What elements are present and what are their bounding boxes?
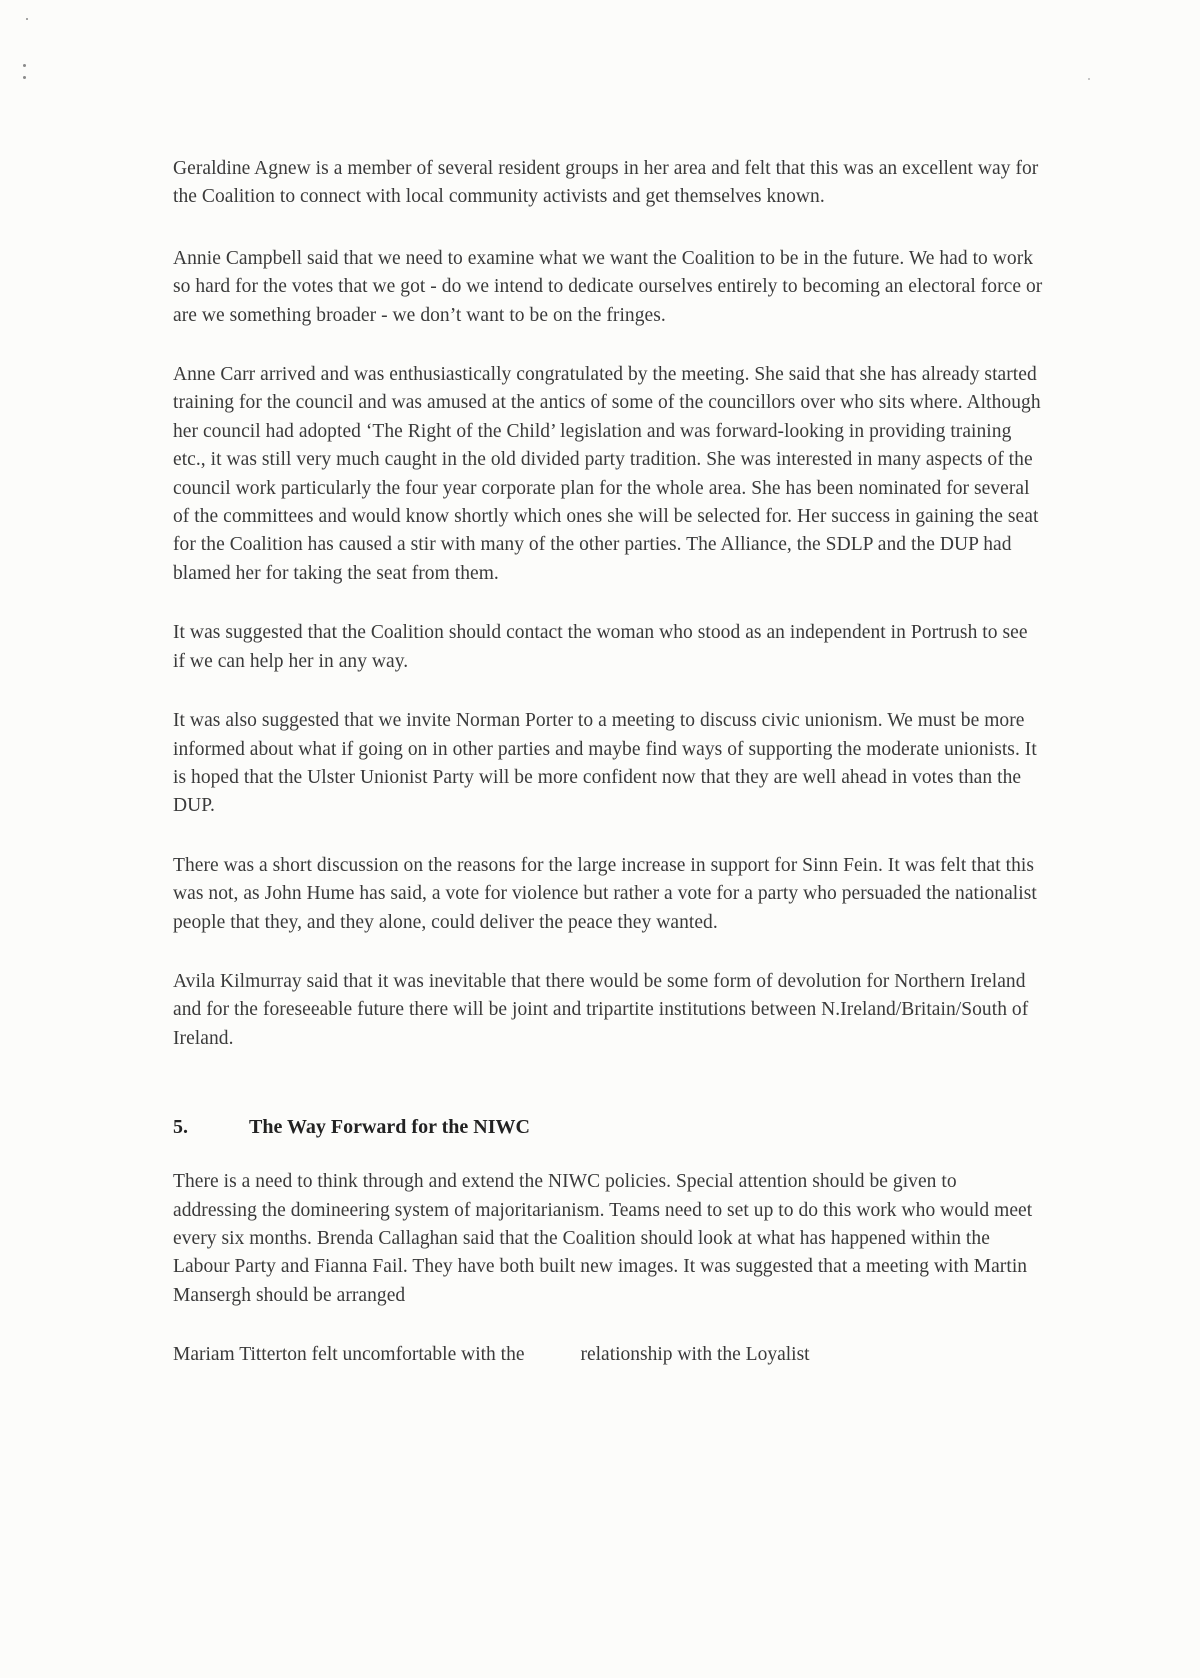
section-title: The Way Forward for the NIWC bbox=[249, 1116, 530, 1139]
line-fragment-right: relationship with the Loyalist bbox=[580, 1344, 810, 1366]
scan-speck bbox=[23, 64, 26, 67]
paragraph-avila-kilmurray: Avila Kilmurray said that it was inevitable that there would be some form of devolution for Northern Ireland and for the foreseeable future there will be joint and tripartite institutions between N.Ireland/Britain/South of Ireland. bbox=[173, 970, 1029, 1049]
paragraph-portrush-independent: It was suggested that the Coalition should contact the woman who stood as an independent in Portrush to see if we can help her in any way. bbox=[173, 622, 1028, 672]
paragraph-geraldine-agnew: Geraldine Agnew is a member of several resident groups in her area and felt that this was an excellent way for the Coalition to connect with local community activists and get themselves known. bbox=[173, 158, 1039, 208]
paragraph-norman-porter: It was also suggested that we invite Norman Porter to a meeting to discuss civic unionism. We must be more informed about what if going on in other parties and maybe find ways of supporting the moderate unionists. It is hoped that the Ulster Unionist Party will be more confident now that they are well ahead in votes than the DUP. bbox=[173, 710, 1037, 817]
paragraph-sinn-fein: There was a short discussion on the reasons for the large increase in support for Sinn Fein. It was felt that this was not, as John Hume has said, a vote for violence but rather a vote for a party who persuaded the nationalist people that they, and they alone, could deliver the peace they wanted. bbox=[173, 854, 1037, 933]
section-number: 5. bbox=[173, 1116, 188, 1139]
scan-speck bbox=[23, 76, 26, 79]
paragraph-way-forward: There is a need to think through and extend the NIWC policies. Special attention should be given to addressing the domineering system of majoritarianism. Teams need to set up to do this work who would meet every six months. Brenda Callaghan said that the Coalition should look at what has happened within the Labour Party and Fianna Fail. They have both built new images. It was suggested that a meeting with Martin Mansergh should be arranged bbox=[173, 1171, 1033, 1306]
paragraph-anne-carr: Anne Carr arrived and was enthusiastically congratulated by the meeting. She said that she has already started training for the council and was amused at the antics of some of the councillors over who sits where. Although her council had adopted ‘The Right of the Child’ legislation and was forward-looking in providing training etc., it was still very much caught in the old divided party tradition. She was interested in many aspects of the council work particularly the four year corporate plan for the whole area. She has been nominated for several of the committees and would know shortly which ones she will be selected for. Her success in gaining the seat for the Coalition has caused a stir with many of the other parties. The Alliance, the SDLP and the DUP had blamed her for taking the seat from them. bbox=[173, 364, 1041, 584]
document-page bbox=[173, 155, 1043, 1369]
section-heading bbox=[173, 1113, 1043, 1141]
scan-speck bbox=[26, 18, 28, 20]
paragraph-annie-campbell: Annie Campbell said that we need to examine what we want the Coalition to be in the future. We had to work so hard for the votes that we got - do we intend to dedicate ourselves entirely to becoming an electoral force or are we something broader - we don’t want to be on the fringes. bbox=[173, 247, 1043, 326]
paragraph-mariam-titterton bbox=[173, 1341, 1043, 1369]
line-fragment-left: Mariam Titterton felt uncomfortable with the bbox=[173, 1344, 525, 1366]
scan-speck bbox=[1088, 78, 1090, 80]
